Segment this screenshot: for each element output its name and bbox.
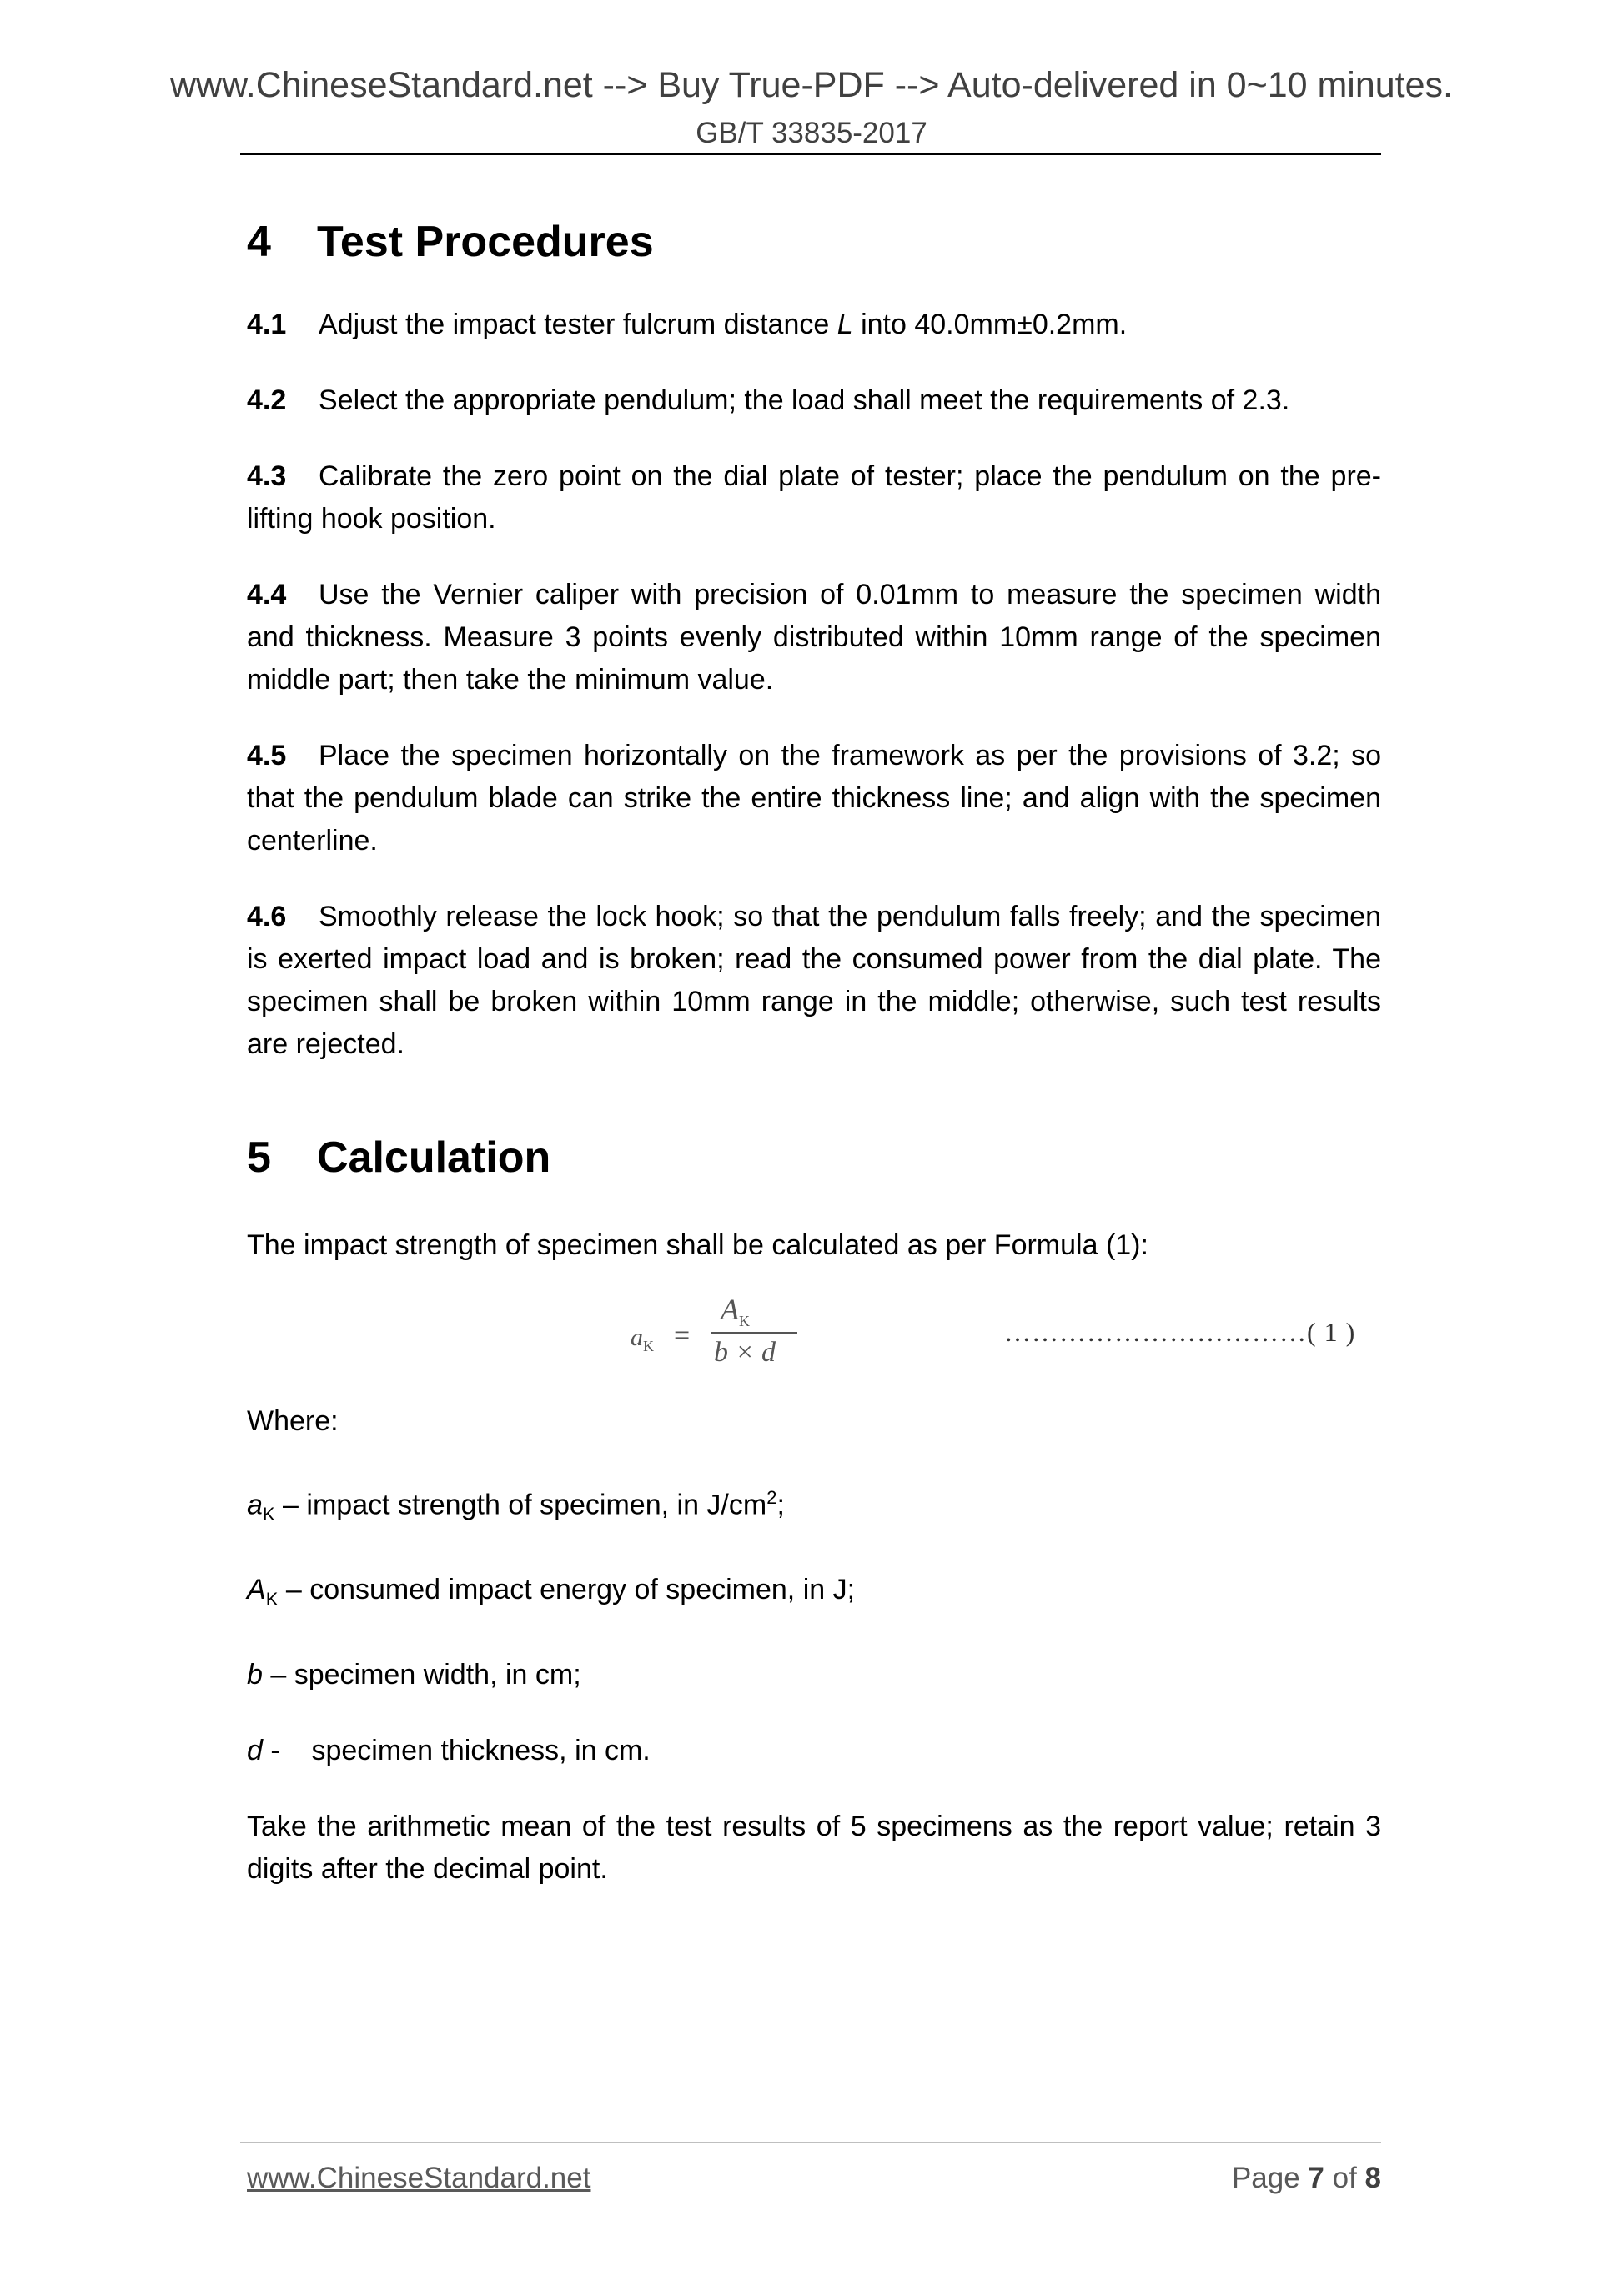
formula-1 [247,1292,1381,1392]
formula-number [1004,1317,1355,1348]
current-page: 7 [1308,2162,1324,2194]
clause-text: Smoothly release the lock hook; so that the pendulum falls freely; and the specimen is exerted impact load and is broken; read the consumed power from the dial plate. The specimen shall be broken within 10mm range in the middle; otherwise, such test results are rejected. [247,901,1381,1060]
clause-4-5 [247,735,1381,862]
clause-4-2 [247,379,1381,422]
formula-lhs: $a_K$ [631,1324,654,1354]
header-banner: www.ChineseStandard.net --> Buy True-PDF --> Auto-delivered in 0~10 minutes. [169,65,1453,105]
footer-rule [240,2142,1381,2143]
standard-number: GB/T 33835-2017 [696,117,927,149]
symbol-L: L [837,309,853,340]
section-4-heading [247,208,1381,275]
fraction-bar [711,1332,797,1334]
clause-text: Use the Vernier caliper with precision of 0.01mm to measure the specimen width and thickness. Measure 3 points evenly distributed within 10mm range of the specimen middle part; then take the minimum value. [247,579,1381,696]
clause-number: 4.5 [247,740,287,771]
conclusion-paragraph: Take the arithmetic mean of the test results of 5 specimens as the report value; retain 3 digits after the decimal point. [247,1810,1381,1885]
page-content [247,208,1381,1891]
clause-4-1 [247,304,1381,346]
section-number: 5 [247,1133,271,1182]
section-title: Calculation [317,1133,551,1182]
formula-label: ( 1 ) [1307,1317,1356,1347]
header-rule [240,153,1381,155]
definition-b: b – specimen width, in cm; [247,1658,581,1691]
section-title: Test Procedures [317,218,654,266]
clause-4-6 [247,896,1381,1066]
clause-number: 4.3 [247,460,287,492]
total-pages: 8 [1364,2162,1381,2194]
definition-AK: $A_K$ – consumed impact energy of specimen, in J; [247,1574,856,1610]
clause-text: Place the specimen horizontally on the framework as per the provisions of 3.2; so that the pendulum blade can strike the entire thickness line; and align with the specimen centerline. [247,740,1381,857]
section-number: 4 [247,218,271,266]
clause-number: 4.2 [247,384,287,416]
clause-text: into 40.0mm±0.2mm. [852,309,1128,340]
where-label: Where: [247,1405,339,1437]
clause-number: 4.6 [247,901,287,932]
clause-number: 4.4 [247,579,287,610]
clause-number: 4.1 [247,309,287,340]
section-5-heading [247,1124,1381,1191]
page-indicator: Page 7 of 8 [1231,2162,1381,2194]
formula-equals: = [674,1320,691,1351]
formula-leader-dots: …………………………… [1004,1317,1307,1347]
definition-aK: $a_K$ – impact strength of specimen, in $J/cm^2$; [247,1487,785,1525]
definition-d: d - specimen thickness, in cm. [247,1734,651,1766]
clause-4-4 [247,574,1381,701]
formula-denominator: b × d [714,1337,776,1368]
formula-intro: The impact strength of specimen shall be calculated as per Formula (1): [247,1229,1148,1261]
formula-numerator: $A_K$ [721,1293,750,1330]
clause-4-3 [247,455,1381,540]
footer-site-link[interactable]: www.ChineseStandard.net [247,2162,591,2194]
clause-text: Adjust the impact tester fulcrum distance [319,309,837,340]
clause-text: Select the appropriate pendulum; the load shall meet the requirements of 2.3. [319,384,1290,416]
clause-text: Calibrate the zero point on the dial plate of tester; place the pendulum on the pre-lifting hook position. [247,460,1381,535]
